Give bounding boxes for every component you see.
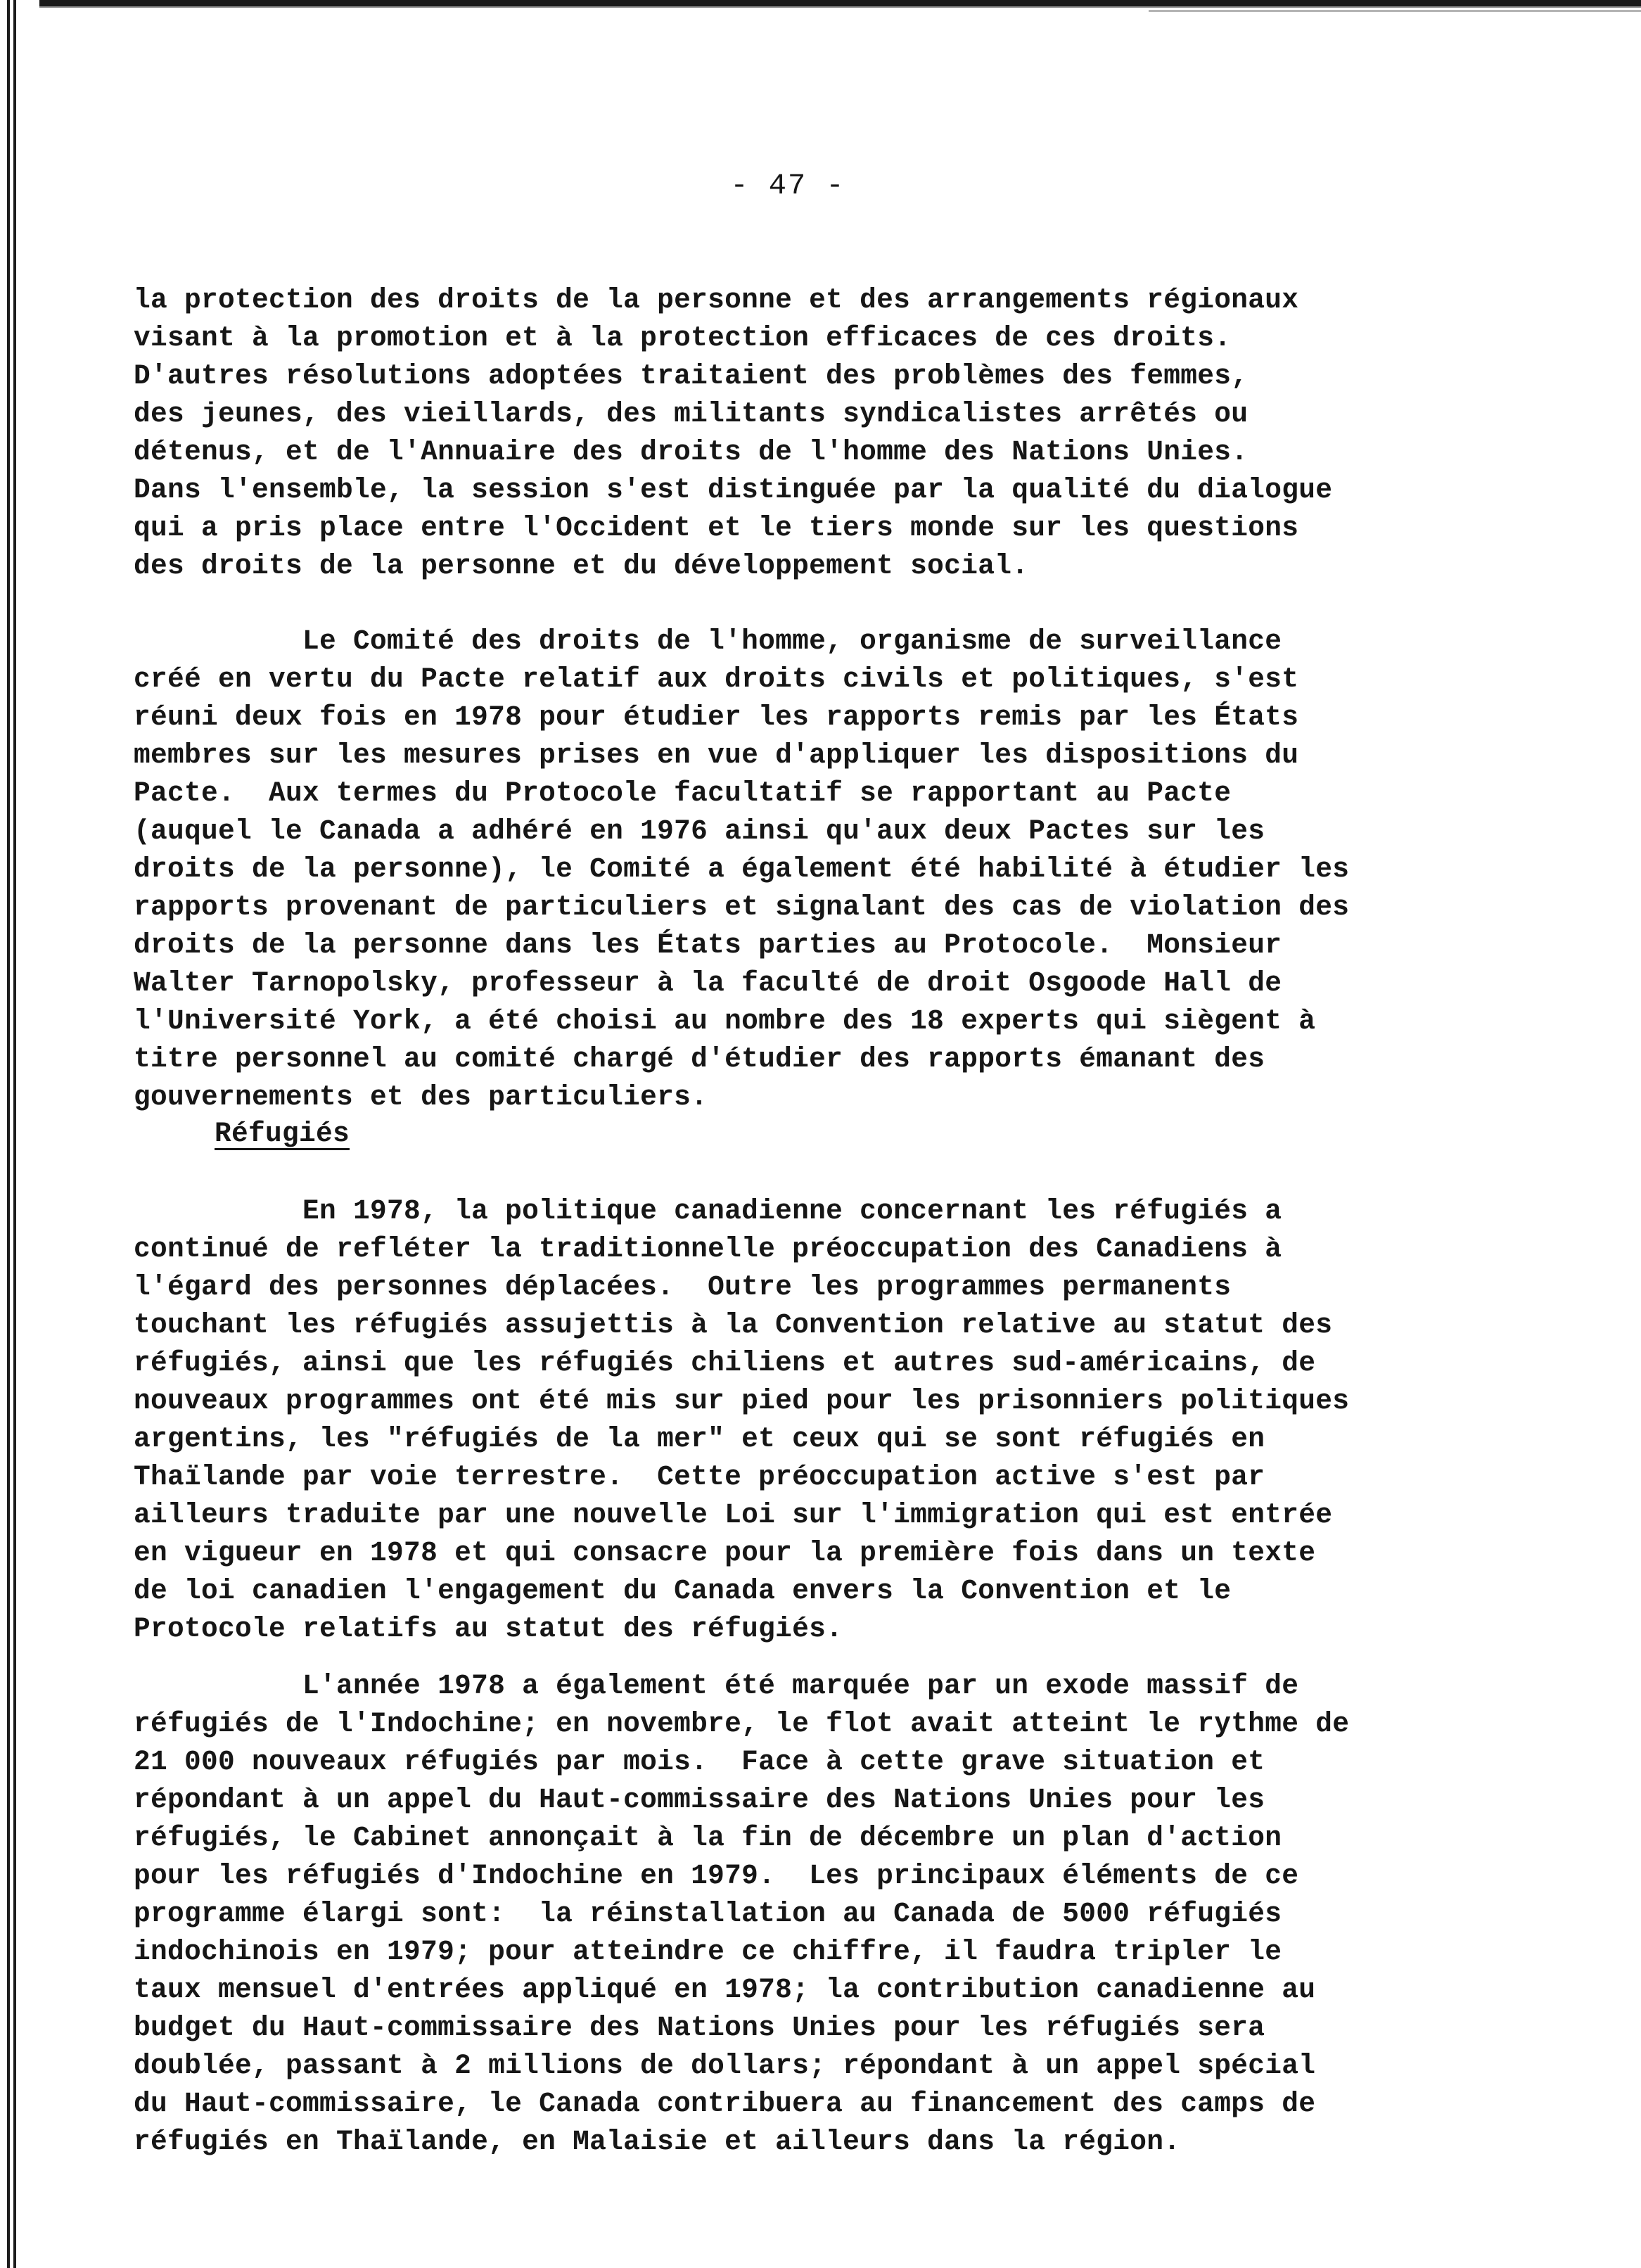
text-line: des droits de la personne et du développement social.	[134, 550, 1029, 582]
text-line: la protection des droits de la personne et des arrangements régionaux	[134, 284, 1299, 316]
text-line: réfugiés, ainsi que les réfugiés chiliens et autres sud-américains, de	[134, 1347, 1316, 1379]
text-line: argentins, les "réfugiés de la mer" et ceux qui se sont réfugiés en	[134, 1423, 1265, 1455]
text-line: budget du Haut-commissaire des Nations Unies pour les réfugiés sera	[134, 2012, 1265, 2044]
binding-edge-lines	[0, 0, 39, 2268]
text-line: qui a pris place entre l'Occident et le tiers monde sur les questions	[134, 512, 1299, 544]
text-line: en vigueur en 1978 et qui consacre pour la première fois dans un texte	[134, 1537, 1316, 1569]
section-heading-refugees: Réfugiés	[215, 1118, 350, 1149]
text-line: du Haut-commissaire, le Canada contribuera au financement des camps de	[134, 2088, 1316, 2120]
text-line: membres sur les mesures prises en vue d'appliquer les dispositions du	[134, 739, 1299, 771]
paragraph-human-rights-committee	[134, 623, 1428, 1116]
text-line: droits de la personne dans les États parties au Protocole. Monsieur	[134, 929, 1282, 961]
text-line: programme élargi sont: la réinstallation au Canada de 5000 réfugiés	[134, 1898, 1282, 1930]
text-line: indochinois en 1979; pour atteindre ce chiffre, il faudra tripler le	[134, 1936, 1282, 1968]
text-line: Walter Tarnopolsky, professeur à la faculté de droit Osgoode Hall de	[134, 967, 1282, 999]
text-line: des jeunes, des vieillards, des militants syndicalistes arrêtés ou	[134, 398, 1249, 430]
text-line: créé en vertu du Pacte relatif aux droits civils et politiques, s'est	[134, 663, 1299, 695]
text-line: de loi canadien l'engagement du Canada envers la Convention et le	[134, 1575, 1232, 1607]
top-edge-shadow	[1149, 10, 1641, 53]
text-line: rapports provenant de particuliers et signalant des cas de violation des	[134, 891, 1350, 923]
paragraph-refugee-policy	[134, 1192, 1428, 1648]
text-line: Protocole relatifs au statut des réfugiés.	[134, 1613, 843, 1645]
text-line: continué de refléter la traditionnelle préoccupation des Canadiens à	[134, 1233, 1282, 1265]
text-line: Pacte. Aux termes du Protocole facultatif se rapportant au Pacte	[134, 777, 1232, 809]
text-line: Thaïlande par voie terrestre. Cette préoccupation active s'est par	[134, 1461, 1265, 1493]
text-line: l'Université York, a été choisi au nombre des 18 experts qui siègent à	[134, 1005, 1316, 1037]
text-line: gouvernements et des particuliers.	[134, 1081, 708, 1113]
text-line: répondant à un appel du Haut-commissaire des Nations Unies pour les	[134, 1784, 1265, 1816]
text-line: 21 000 nouveaux réfugiés par mois. Face à cette grave situation et	[134, 1746, 1265, 1778]
text-line: réfugiés de l'Indochine; en novembre, le flot avait atteint le rythme de	[134, 1708, 1350, 1740]
text-line: L'année 1978 a également été marquée par un exode massif de	[134, 1670, 1299, 1702]
text-line: visant à la promotion et à la protection efficaces de ces droits.	[134, 322, 1232, 354]
text-line: ailleurs traduite par une nouvelle Loi sur l'immigration qui est entrée	[134, 1499, 1333, 1531]
paragraph-commission-session	[134, 281, 1428, 585]
text-line: droits de la personne), le Comité a également été habilité à étudier les	[134, 853, 1350, 885]
paragraph-indochina-refugees	[134, 1667, 1428, 2161]
text-line: touchant les réfugiés assujettis à la Convention relative au statut des	[134, 1309, 1333, 1341]
text-line: (auquel le Canada a adhéré en 1976 ainsi qu'aux deux Pactes sur les	[134, 815, 1265, 847]
text-line: réfugiés, le Cabinet annonçait à la fin de décembre un plan d'action	[134, 1822, 1282, 1854]
text-line: réuni deux fois en 1978 pour étudier les rapports remis par les États	[134, 701, 1299, 733]
page-number: - 47 -	[730, 169, 845, 203]
text-line: nouveaux programmes ont été mis sur pied pour les prisonniers politiques	[134, 1385, 1350, 1417]
text-line: titre personnel au comité chargé d'étudier des rapports émanant des	[134, 1043, 1265, 1075]
text-line: taux mensuel d'entrées appliqué en 1978; la contribution canadienne au	[134, 1974, 1316, 2006]
text-line: réfugiés en Thaïlande, en Malaisie et ailleurs dans la région.	[134, 2126, 1181, 2158]
text-line: pour les réfugiés d'Indochine en 1979. Les principaux éléments de ce	[134, 1860, 1299, 1892]
text-line: D'autres résolutions adoptées traitaient des problèmes des femmes,	[134, 360, 1249, 392]
text-line: En 1978, la politique canadienne concernant les réfugiés a	[134, 1195, 1282, 1227]
text-line: détenus, et de l'Annuaire des droits de l'homme des Nations Unies.	[134, 436, 1249, 468]
text-line: Le Comité des droits de l'homme, organisme de surveillance	[134, 625, 1282, 657]
text-line: l'égard des personnes déplacées. Outre les programmes permanents	[134, 1271, 1232, 1303]
text-line: doublée, passant à 2 millions de dollars; répondant à un appel spécial	[134, 2050, 1316, 2082]
top-edge-rule	[0, 0, 1641, 10]
text-line: Dans l'ensemble, la session s'est distinguée par la qualité du dialogue	[134, 474, 1333, 506]
